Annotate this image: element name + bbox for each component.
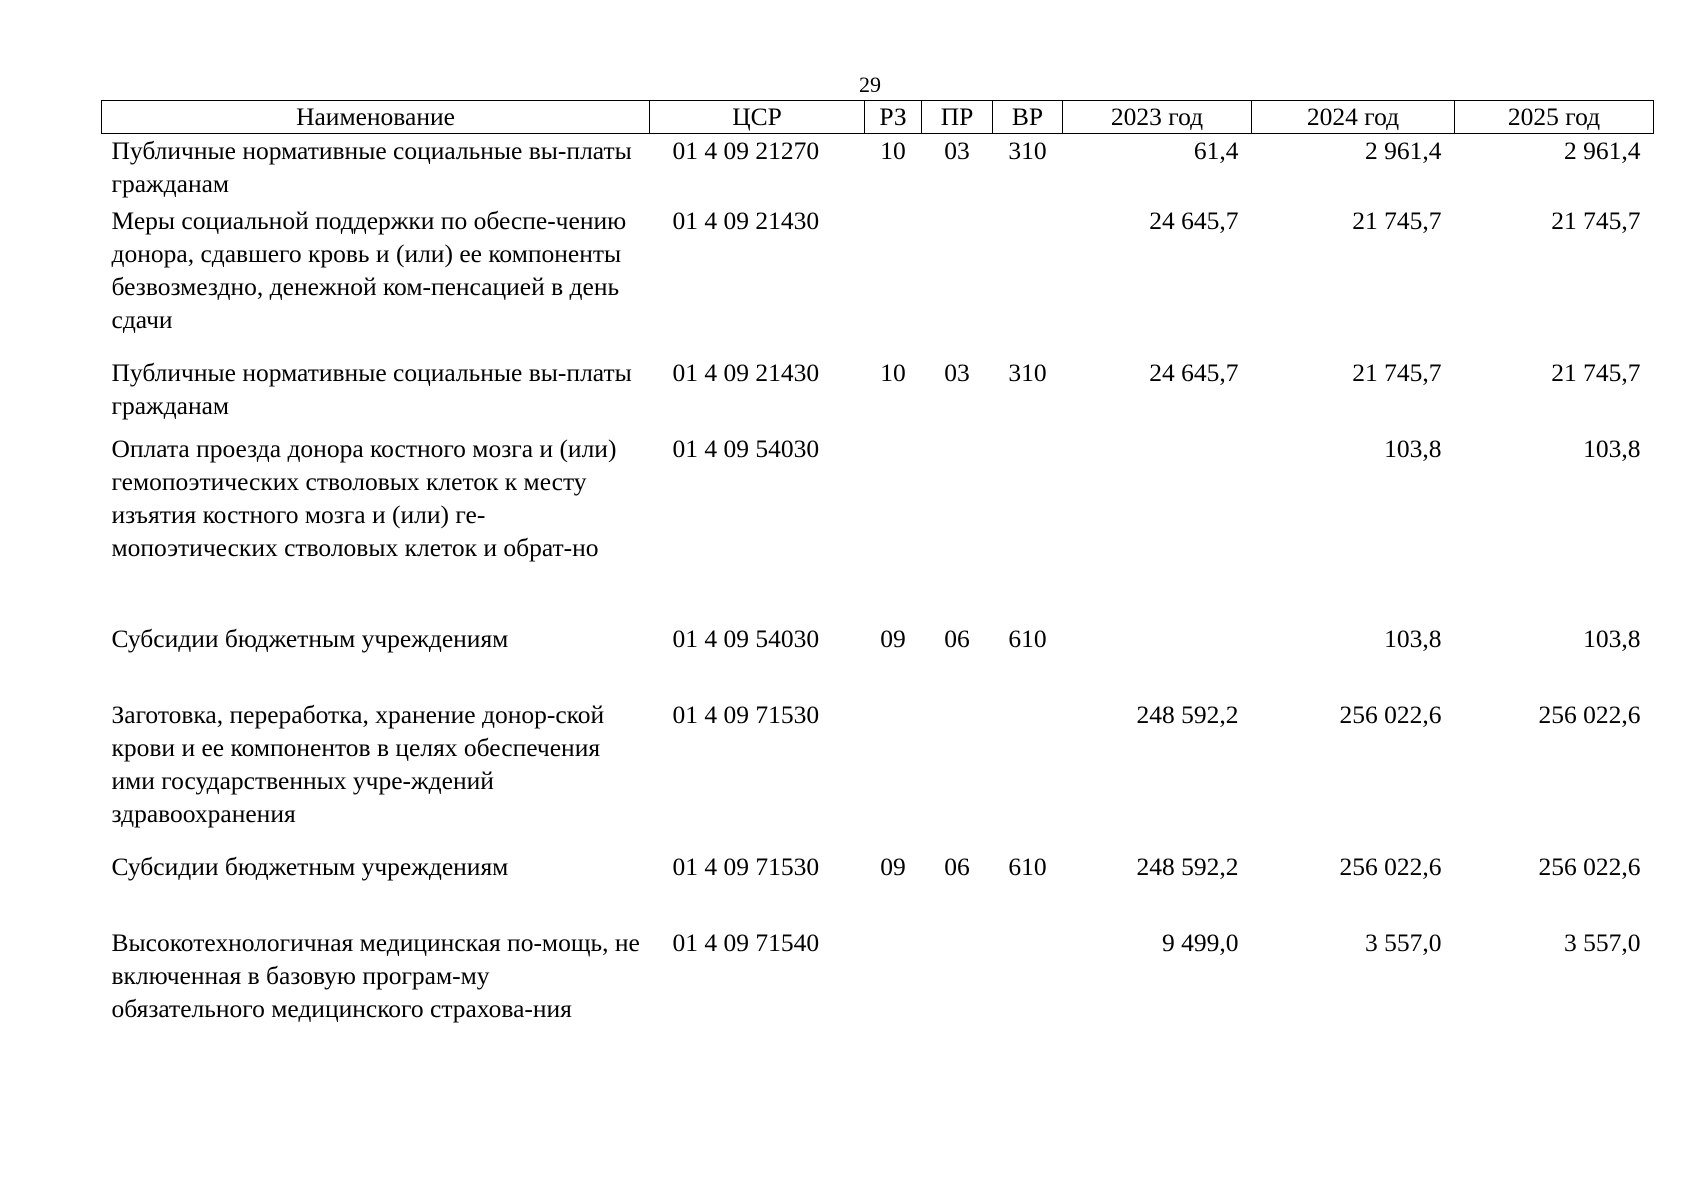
cell-csr: 01 4 09 21430 (672, 357, 820, 387)
budget-table (101, 100, 1654, 1066)
cell-pr (922, 204, 993, 356)
cell-csr: 01 4 09 71540 (672, 927, 820, 957)
table-row (102, 134, 1654, 204)
cell-2024: 256 022,6 (1339, 699, 1442, 729)
cell-rz (865, 432, 922, 622)
cell-2025: 103,8 (1583, 433, 1641, 463)
cell-vr: 310 (1008, 357, 1047, 387)
cell-pr (922, 432, 993, 622)
cell-rz (865, 926, 922, 1066)
cell-rz: 09 (880, 623, 906, 653)
table-row (102, 622, 1654, 698)
cell-name: Высокотехнологичная медицинская по-мощь, не включенная в базовую програм-му обязательного медицинского страхова-ния (111, 927, 640, 1023)
cell-rz (865, 204, 922, 356)
cell-csr: 01 4 09 71530 (672, 699, 820, 729)
cell-2025: 21 745,7 (1551, 357, 1641, 387)
cell-csr: 01 4 09 71530 (672, 851, 820, 881)
cell-vr (993, 926, 1063, 1066)
cell-2023 (1063, 622, 1252, 698)
header-2023: 2023 год (1063, 101, 1252, 134)
cell-2023: 248 592,2 (1136, 699, 1239, 729)
cell-vr (993, 204, 1063, 356)
cell-pr: 03 (944, 136, 970, 165)
cell-pr (922, 698, 993, 850)
cell-name: Субсидии бюджетным учреждениям (111, 851, 509, 881)
cell-2024: 2 961,4 (1365, 136, 1442, 165)
header-name: Наименование (102, 101, 650, 134)
cell-pr: 03 (944, 357, 970, 387)
cell-pr (922, 926, 993, 1066)
cell-2025: 256 022,6 (1538, 699, 1641, 729)
table-row (102, 204, 1654, 356)
cell-rz: 09 (880, 851, 906, 881)
cell-2023: 24 645,7 (1149, 205, 1239, 235)
cell-vr (993, 698, 1063, 850)
table-row (102, 356, 1654, 432)
cell-vr: 310 (1008, 136, 1047, 165)
table-header (102, 101, 1654, 134)
cell-2023: 24 645,7 (1149, 357, 1239, 387)
cell-pr: 06 (944, 623, 970, 653)
cell-csr: 01 4 09 21270 (672, 136, 820, 165)
cell-pr: 06 (944, 851, 970, 881)
cell-2024: 21 745,7 (1352, 357, 1442, 387)
table-row (102, 698, 1654, 850)
header-rz: РЗ (865, 101, 922, 134)
cell-name: Субсидии бюджетным учреждениям (111, 623, 509, 653)
cell-name: Заготовка, переработка, хранение донор-ской крови и ее компонентов в целях обеспечения ими государственных учре-ждений здравоохранения (111, 699, 605, 828)
table-row (102, 432, 1654, 622)
cell-name: Оплата проезда донора костного мозга и (или) гемопоэтических стволовых клеток к месту изъятия костного мозга и (или) ге-мопоэтических стволовых клеток и обрат-но (111, 433, 617, 562)
page-number: 29 (859, 72, 881, 97)
header-2025: 2025 год (1455, 101, 1654, 134)
cell-name: Публичные нормативные социальные вы-платы гражданам (111, 136, 632, 198)
cell-name: Меры социальной поддержки по обеспе-чению донора, сдавшего кровь и (или) ее компоненты безвозмездно, денежной ком-пенсацией в день сдачи (111, 205, 627, 334)
header-pr: ПР (922, 101, 993, 134)
cell-csr: 01 4 09 21430 (672, 205, 820, 235)
cell-2023: 248 592,2 (1136, 851, 1239, 881)
header-vr: ВР (993, 101, 1063, 134)
cell-2025: 2 961,4 (1564, 136, 1641, 165)
header-csr: ЦСР (650, 101, 865, 134)
cell-vr: 610 (1008, 623, 1047, 653)
cell-2024: 103,8 (1384, 623, 1442, 653)
cell-rz: 10 (880, 357, 906, 387)
cell-csr: 01 4 09 54030 (672, 433, 820, 463)
cell-name: Публичные нормативные социальные вы-платы гражданам (111, 357, 632, 420)
cell-2024: 3 557,0 (1365, 927, 1442, 957)
cell-2025: 21 745,7 (1551, 205, 1641, 235)
cell-2024: 103,8 (1384, 433, 1442, 463)
cell-vr: 610 (1008, 851, 1047, 881)
cell-2025: 3 557,0 (1564, 927, 1641, 957)
cell-2024: 21 745,7 (1352, 205, 1442, 235)
cell-2024: 256 022,6 (1339, 851, 1442, 881)
cell-2025: 103,8 (1583, 623, 1641, 653)
table-body (102, 134, 1654, 1066)
cell-2023 (1063, 432, 1252, 622)
cell-csr: 01 4 09 54030 (672, 623, 820, 653)
table-row (102, 850, 1654, 926)
cell-2023: 9 499,0 (1162, 927, 1239, 957)
cell-2025: 256 022,6 (1538, 851, 1641, 881)
cell-rz: 10 (880, 136, 906, 165)
cell-vr (993, 432, 1063, 622)
table-row (102, 926, 1654, 1066)
cell-rz (865, 698, 922, 850)
cell-2023: 61,4 (1193, 136, 1239, 165)
header-2024: 2024 год (1252, 101, 1455, 134)
header-row (102, 101, 1654, 134)
